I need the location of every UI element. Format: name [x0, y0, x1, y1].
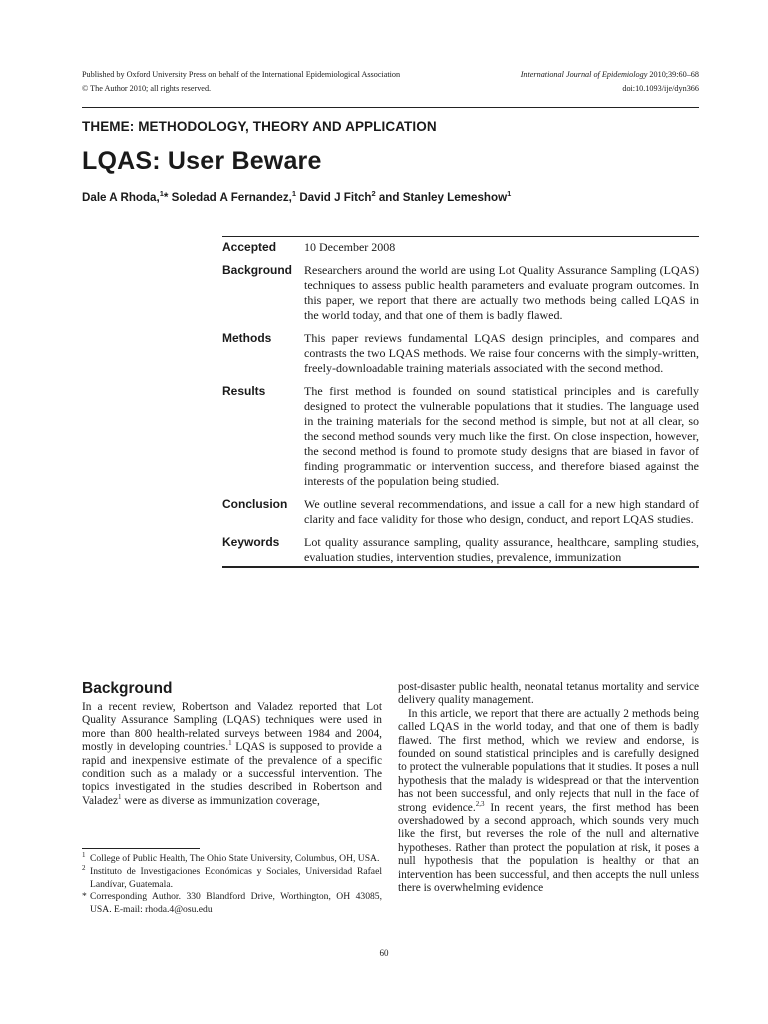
- accepted-label: Accepted: [222, 240, 277, 254]
- section-heading-background: Background: [82, 680, 173, 697]
- footnote-text: College of Public Health, The Ohio State University, Columbus, OH, USA.: [90, 853, 380, 864]
- keywords-text: Lot quality assurance sampling, quality assurance, healthcare, sampling studies, evaluation studies, intervention studies, prevalence, immunization: [304, 535, 699, 564]
- author-separator: *: [163, 191, 172, 204]
- author-list: [82, 191, 511, 204]
- left-column: [82, 680, 382, 808]
- footnote: [82, 863, 382, 892]
- footnote-rule: [82, 848, 200, 849]
- citation-ref[interactable]: 1: [228, 739, 232, 748]
- abstract-box: [222, 236, 699, 568]
- journal-info: [480, 68, 699, 96]
- footnote-text: Corresponding Author. 330 Blandford Drive, Worthington, OH 43085, USA. E-mail: rhoda.4@osu.edu: [90, 891, 382, 916]
- doi[interactable]: doi:10.1093/ije/dyn366: [622, 84, 699, 93]
- footnotes: [82, 850, 382, 917]
- header-rule: [82, 107, 699, 108]
- body-paragraph: post-disaster public health, neonatal tetanus mortality and service delivery quality management.: [398, 681, 699, 707]
- author-name: Stanley Lemeshow: [402, 191, 508, 204]
- author-name: Dale A Rhoda,: [82, 191, 160, 204]
- footnote-text: Instituto de Investigaciones Económicas y Sociales, Universidad Rafael Landívar, Guatemala.: [90, 865, 382, 890]
- methods-label: Methods: [222, 331, 272, 345]
- right-column: [398, 681, 699, 896]
- footnote: [82, 891, 382, 917]
- author-affiliation-mark: 1: [159, 189, 164, 199]
- body-text: LQAS is supposed to provide a rapid and inexpensive estimate of the prevalence of a specific condition such as a malady or a successful intervention. The topics investigated in the studies described in Robertson and Valadez: [82, 741, 382, 807]
- footnote-mark: *: [82, 891, 87, 903]
- body-paragraph: [82, 701, 382, 808]
- author-name: David J Fitch: [299, 191, 372, 204]
- abstract-background-row: [222, 263, 699, 323]
- body-text: were as diverse as immunization coverage,: [121, 794, 320, 807]
- abstract-results-row: [222, 384, 699, 489]
- body-text: In this article, we report that there are actually 2 methods being called LQAS in the world today, and that one of them is badly flawed. The first method, which we review and endorse, is founded on sound statistical principles and is carefully designed to protect the vulnerable populations that it studies. It poses a null hypothesis that the malady is widespread or that the intervention has not been successful, and only rejects that null in the face of strong evidence.: [398, 707, 699, 814]
- results-text: The first method is founded on sound statistical principles and is carefully designed to protect the vulnerable populations that it studies. The language used in the training materials for the second method is simple, but not at all clear, so the second method sounds very much like the first. On close inspection, however, the second method is found to promote study designs that are biased in favor of finding programmatic or intervention success, and therefore biased against the interests of the population being studied.: [304, 384, 699, 488]
- methods-text: This paper reviews fundamental LQAS design principles, and compares and contrasts the two LQAS methods. We raise four concerns with the simply-written, freely-downloadable training materials associated with the second method.: [304, 331, 699, 375]
- abstract-methods-row: [222, 331, 699, 376]
- journal-citation: [480, 68, 699, 82]
- publisher-info: [82, 68, 482, 96]
- abstract-keywords-row: [222, 535, 699, 565]
- conclusion-text: We outline several recommendations, and issue a call for a new high standard of clarity and face validity for those who design, conduct, and report LQAS studies.: [304, 497, 699, 526]
- body-paragraph: [398, 708, 699, 896]
- author-affiliation-mark: 1: [291, 189, 297, 199]
- abstract-accepted-row: [222, 240, 699, 255]
- publisher-line: Published by Oxford University Press on behalf of the International Epidemiological Association: [82, 70, 401, 79]
- copyright-line: © The Author 2010; all rights reserved.: [82, 84, 212, 93]
- results-label: Results: [222, 384, 266, 398]
- author-separator: and: [375, 191, 403, 204]
- author-affiliation-mark: 1: [507, 189, 512, 199]
- background-label: Background: [222, 263, 293, 277]
- author-affiliation-mark: 2: [371, 189, 376, 199]
- citation-ref[interactable]: 1: [118, 793, 122, 802]
- article-title: LQAS: User Beware: [82, 147, 322, 175]
- body-text: In a recent review, Robertson and Valadez reported that Lot Quality Assurance Sampling (LQAS) techniques were used in more than 800 health-related surveys between 1984 and 2004, mostly in developing countries.: [82, 701, 382, 754]
- journal-volume-pages: 2010;39:60–68: [649, 70, 699, 79]
- theme-heading: THEME: METHODOLOGY, THEORY AND APPLICATION: [82, 119, 437, 134]
- footnote: [82, 850, 382, 866]
- background-text: Researchers around the world are using Lot Quality Assurance Sampling (LQAS) techniques to assess public health parameters and evaluate program outcomes. In this paper, we report that there are actually two methods being called LQAS in the world today, and that one of them is badly flawed.: [304, 263, 699, 322]
- abstract-conclusion-row: [222, 497, 699, 527]
- body-text: In recent years, the first method has been overshadowed by a second approach, which sounds very much like the first, but reverses the role of the null and alternative hypotheses. Rather than protect the population at risk, it poses a null hypothesis that the population is healthy or that an intervention has been successful, and then accepts the null unless there is overwhelming evidence: [398, 801, 699, 895]
- author-name: Soledad A Fernandez,: [171, 191, 292, 204]
- keywords-label: Keywords: [222, 535, 280, 549]
- citation-ref[interactable]: 2,3: [475, 799, 485, 808]
- footnote-mark: 1: [82, 850, 86, 859]
- journal-name: International Journal of Epidemiology: [520, 70, 648, 79]
- page-number: 60: [379, 948, 389, 958]
- footnote-mark: 2: [82, 863, 86, 872]
- accepted-date: 10 December 2008: [304, 240, 396, 254]
- conclusion-label: Conclusion: [222, 497, 288, 511]
